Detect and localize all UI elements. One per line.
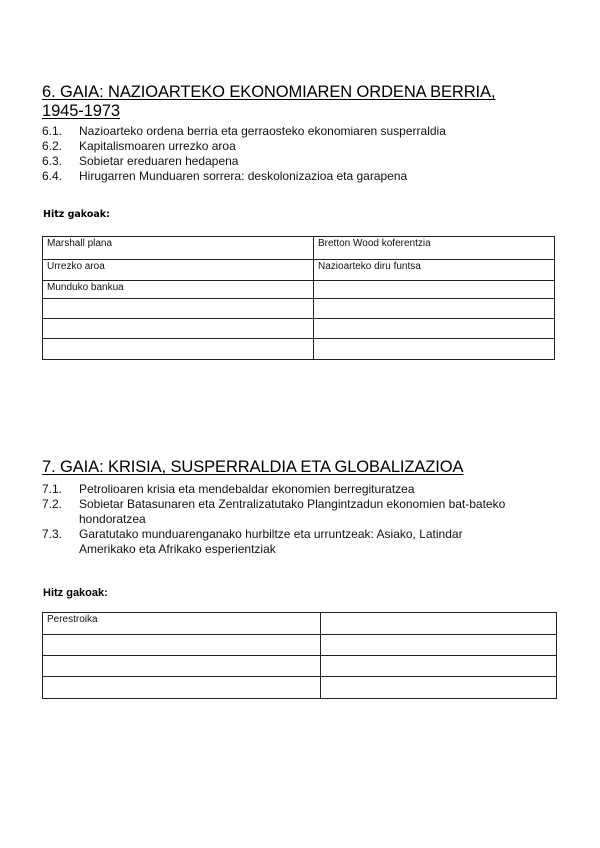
item-number: 6.3. <box>42 154 63 168</box>
table-cell[interactable] <box>321 635 557 656</box>
item-number: 7.2. <box>42 497 63 511</box>
item-text-continued: hondoratzea <box>79 512 146 526</box>
section6-heading-line1: 6. GAIA: NAZIOARTEKO EKONOMIAREN ORDENA BERRIA, <box>42 83 496 101</box>
keywords-table <box>42 612 557 699</box>
table-row <box>43 299 555 319</box>
keywords-table <box>42 236 555 360</box>
item-text: Nazioarteko ordena berria eta gerraosteko ekonomiaren susperraldia <box>79 124 446 138</box>
table-cell[interactable] <box>43 635 321 656</box>
item-text: Sobietar ereduaren hedapena <box>79 154 239 168</box>
section6-heading-line2: 1945-1973 <box>42 102 121 120</box>
table-cell[interactable] <box>321 656 557 677</box>
list-item <box>42 497 572 527</box>
keywords-label: Hitz gakoak: <box>43 587 108 599</box>
table-cell[interactable]: Urrezko aroa <box>43 260 314 281</box>
table-row <box>43 613 557 635</box>
table-cell[interactable] <box>314 319 555 339</box>
table-cell[interactable] <box>43 299 314 319</box>
item-text: Garatutako munduarenganako hurbiltze eta urruntzeak: Asiako, Latindar <box>79 527 463 541</box>
item-number: 7.1. <box>42 482 63 496</box>
item-number: 6.1. <box>42 124 63 138</box>
item-text: Hirugarren Munduaren sorrera: deskolonizazioa eta garapena <box>79 169 408 183</box>
table-cell[interactable] <box>321 677 557 699</box>
item-text-continued: Amerikako eta Afrikako esperientziak <box>79 542 276 556</box>
table-cell[interactable] <box>43 319 314 339</box>
table-row <box>43 260 555 281</box>
item-number: 6.4. <box>42 169 63 183</box>
list-item <box>42 169 562 184</box>
list-item <box>42 124 562 139</box>
list-item <box>42 139 562 154</box>
table-row <box>43 237 555 260</box>
table-cell[interactable]: Marshall plana <box>43 237 314 260</box>
table-cell[interactable]: Perestroika <box>43 613 321 635</box>
item-text: Kapitalismoaren urrezko aroa <box>79 139 236 153</box>
table-cell[interactable] <box>43 656 321 677</box>
table-row <box>43 656 557 677</box>
list-item <box>42 527 572 557</box>
list-item <box>42 154 562 169</box>
item-number: 7.3. <box>42 527 63 541</box>
table-cell[interactable]: Munduko bankua <box>43 281 314 299</box>
item-text: Petrolioaren krisia eta mendebaldar ekonomien berregituratzea <box>79 482 415 496</box>
table-cell[interactable] <box>43 339 314 360</box>
table-cell[interactable]: Bretton Wood koferentzia <box>314 237 555 260</box>
table-cell[interactable] <box>314 339 555 360</box>
table-row <box>43 281 555 299</box>
table-row <box>43 319 555 339</box>
table-cell[interactable] <box>43 677 321 699</box>
table-cell[interactable] <box>314 299 555 319</box>
table-cell[interactable]: Nazioarteko diru funtsa <box>314 260 555 281</box>
table-row <box>43 677 557 699</box>
table-row <box>43 635 557 656</box>
list-item <box>42 482 572 497</box>
table-cell[interactable] <box>321 613 557 635</box>
table-row <box>43 339 555 360</box>
keywords-label: Hitz gakoak: <box>43 209 110 220</box>
item-text: Sobietar Batasunaren eta Zentralizatutako Plangintzadun ekonomien bat-bateko <box>79 497 506 511</box>
table-cell[interactable] <box>314 281 555 299</box>
section7-heading: 7. GAIA: KRISIA, SUSPERRALDIA ETA GLOBALIZAZIOA <box>42 458 464 476</box>
item-number: 6.2. <box>42 139 63 153</box>
